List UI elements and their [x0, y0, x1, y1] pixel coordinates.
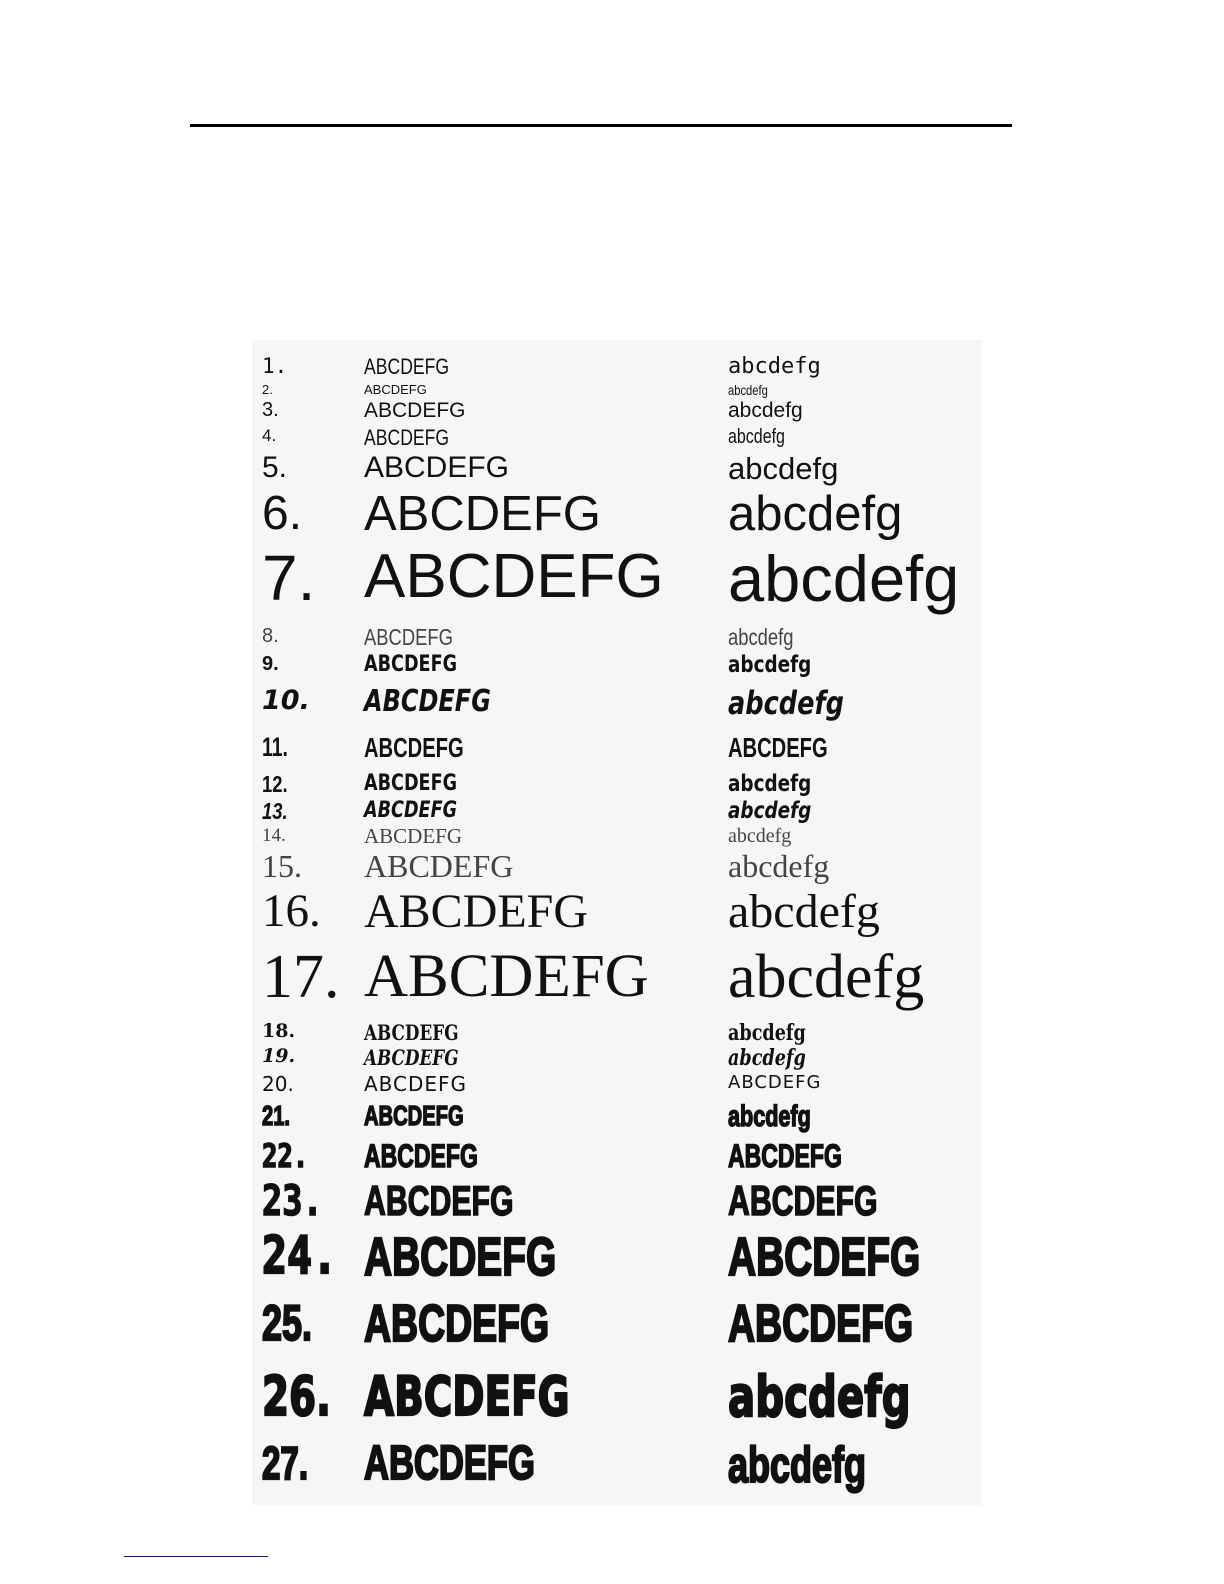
specimen-uppercase: ABCDEFG	[364, 1100, 464, 1131]
specimen-number: 1.	[262, 354, 288, 378]
specimen-uppercase: ABCDEFG	[364, 732, 464, 763]
specimen-uppercase: ABCDEFG	[364, 1295, 550, 1353]
specimen-lowercase: abcdefg	[728, 354, 821, 379]
specimen-number: 15.	[262, 848, 302, 884]
specimen-lowercase: abcdefg	[728, 684, 844, 722]
specimen-number: 20.	[262, 1072, 294, 1096]
specimen-uppercase: ABCDEFG	[364, 771, 458, 796]
specimen-lowercase: abcdefg	[728, 798, 812, 824]
specimen-lowercase: abcdefg	[728, 771, 812, 797]
specimen-number: 17.	[262, 943, 340, 1011]
specimen-uppercase: ABCDEFG	[364, 1365, 570, 1428]
specimen-uppercase: ABCDEFG	[364, 1177, 514, 1224]
specimen-lowercase: abcdefg	[728, 1100, 811, 1133]
specimen-lowercase: abcdefg	[728, 1365, 911, 1430]
specimen-number: 10.	[262, 685, 310, 716]
specimen-number: 22.	[262, 1137, 309, 1175]
specimen-number: 27.	[262, 1437, 309, 1489]
specimen-number: 3.	[262, 399, 279, 421]
specimen-lowercase: ABCDEFG	[728, 1295, 914, 1353]
specimen-lowercase: abcdefg	[728, 943, 925, 1011]
specimen-uppercase: ABCDEFG	[364, 798, 458, 823]
specimen-lowercase: ABCDEFG	[728, 1177, 878, 1224]
specimen-lowercase: ABCDEFG	[728, 732, 828, 763]
specimen-uppercase: ABCDEFG	[364, 1020, 459, 1045]
header-rule	[190, 124, 1012, 127]
specimen-lowercase: ABCDEFG	[728, 1072, 822, 1093]
specimen-number: 23.	[262, 1176, 323, 1225]
specimen-number: 12.	[262, 771, 288, 797]
specimen-lowercase: abcdefg	[728, 399, 803, 422]
specimen-lowercase: abcdefg	[728, 1020, 806, 1046]
specimen-uppercase: ABCDEFG	[364, 542, 664, 611]
specimen-lowercase: abcdefg	[728, 825, 792, 847]
specimen-number: 5.	[262, 451, 288, 484]
specimen-uppercase: ABCDEFG	[364, 382, 427, 397]
specimen-number: 11.	[262, 732, 288, 762]
specimen-uppercase: ABCDEFG	[364, 1072, 468, 1096]
specimen-lowercase: abcdefg	[728, 652, 812, 678]
specimen-uppercase: ABCDEFG	[364, 487, 601, 541]
specimen-lowercase: abcdefg	[728, 885, 880, 938]
specimen-lowercase: abcdefg	[728, 848, 830, 884]
specimen-lowercase: abcdefg	[728, 451, 839, 486]
specimen-uppercase: ABCDEFG	[364, 1138, 478, 1174]
specimen-uppercase: ABCDEFG	[364, 451, 510, 484]
specimen-number: 16.	[262, 885, 321, 937]
specimen-lowercase: abcdefg	[728, 542, 960, 615]
specimen-lowercase: abcdefg	[728, 487, 903, 541]
specimen-number: 25.	[262, 1295, 313, 1351]
specimen-number: 2.	[262, 382, 273, 397]
specimen-uppercase: ABCDEFG	[364, 684, 491, 719]
specimen-lowercase: abcdefg	[728, 1045, 806, 1071]
specimen-lowercase: abcdefg	[728, 624, 794, 650]
specimen-number: 21.	[262, 1100, 291, 1131]
specimen-lowercase: abcdefg	[728, 1437, 867, 1493]
specimen-uppercase: ABCDEFG	[364, 824, 463, 848]
specimen-number: 7.	[262, 542, 316, 614]
specimen-lowercase: ABCDEFG	[728, 1227, 921, 1287]
footnote-rule	[124, 1556, 268, 1557]
specimen-lowercase: ABCDEFG	[728, 1138, 842, 1174]
specimen-uppercase: ABCDEFG	[364, 1045, 459, 1070]
specimen-number: 19.	[262, 1045, 296, 1067]
specimen-number: 6.	[262, 487, 303, 540]
specimen-uppercase: ABCDEFG	[364, 624, 453, 650]
specimen-number: 4.	[262, 426, 277, 445]
specimen-uppercase: ABCDEFG	[364, 848, 514, 884]
specimen-uppercase: ABCDEFG	[364, 652, 458, 677]
specimen-number: 9.	[262, 653, 279, 675]
specimen-number: 24.	[262, 1226, 338, 1286]
specimen-uppercase: ABCDEFG	[364, 943, 649, 1010]
specimen-lowercase: abcdefg	[728, 426, 785, 448]
specimen-lowercase: abcdefg	[728, 382, 768, 398]
specimen-number: 13.	[262, 798, 288, 824]
specimen-number: 14.	[262, 825, 286, 846]
specimen-uppercase: ABCDEFG	[364, 399, 466, 422]
specimen-number: 8.	[262, 625, 279, 647]
specimen-uppercase: ABCDEFG	[364, 1437, 535, 1490]
specimen-uppercase: ABCDEFG	[364, 354, 450, 379]
specimen-number: 26.	[262, 1365, 331, 1428]
specimen-uppercase: ABCDEFG	[364, 1227, 557, 1287]
specimen-uppercase: ABCDEFG	[364, 885, 589, 938]
specimen-uppercase: ABCDEFG	[364, 425, 450, 450]
specimen-number: 18.	[262, 1020, 296, 1042]
font-specimen-image	[252, 340, 982, 1505]
